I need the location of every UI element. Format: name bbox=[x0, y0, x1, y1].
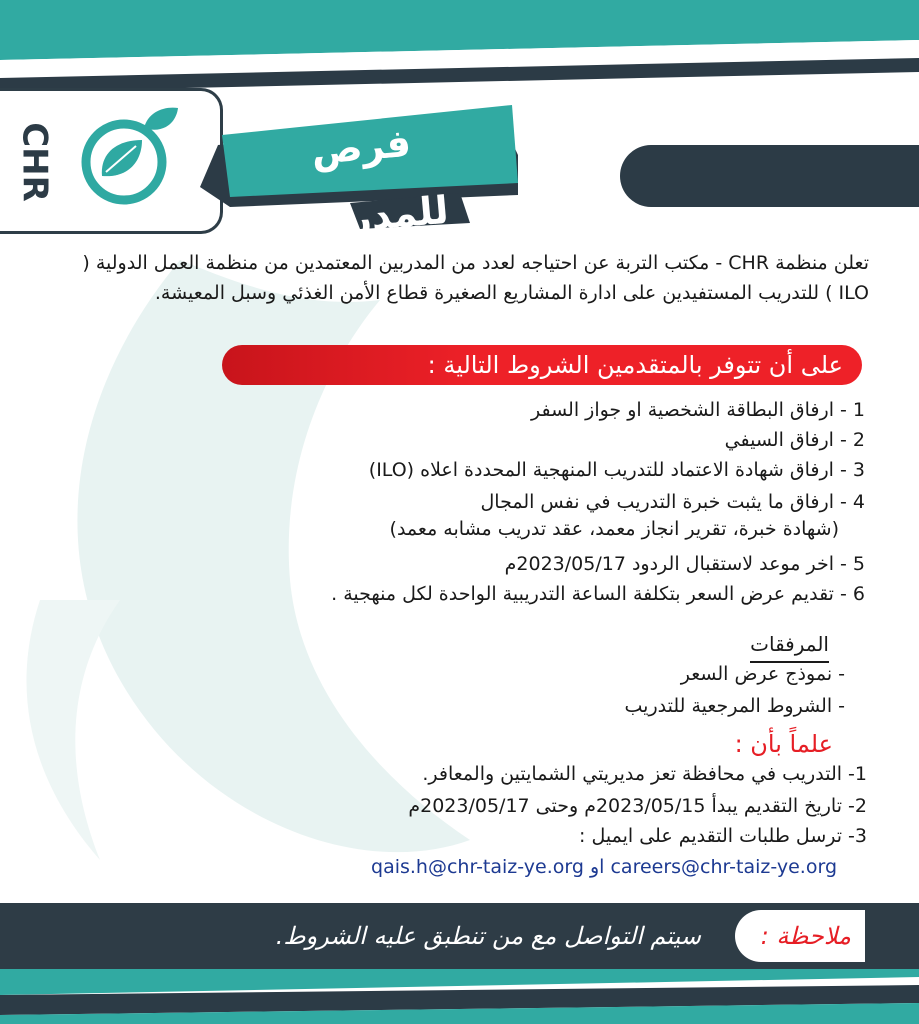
conditions-title: على أن تتوفر بالمتقدمين الشروط التالية : bbox=[427, 351, 843, 379]
email-link-careers[interactable]: careers@chr-taiz-ye.org bbox=[610, 856, 837, 878]
attachment-item: - الشروط المرجعية للتدريب bbox=[624, 695, 845, 717]
chr-logo-text bbox=[8, 112, 58, 212]
notes-title: علماً بأن : bbox=[734, 730, 833, 758]
attachments-title: المرفقات bbox=[750, 629, 829, 663]
note-item: 3- ترسل طلبات التقديم على ايميل : bbox=[579, 825, 867, 847]
attachment-item: - نموذج عرض السعر bbox=[680, 663, 845, 685]
note-label: ملاحظة : bbox=[760, 922, 851, 950]
condition-item: 6 - تقديم عرض السعر بتكلفة الساعة التدريبية الواحدة لكل منهجية . bbox=[331, 583, 865, 605]
email-link-qais[interactable]: qais.h@chr-taiz-ye.org bbox=[371, 856, 584, 878]
condition-item: 4 - ارفاق ما يثبت خبرة التدريب في نفس المجال bbox=[480, 491, 865, 513]
logo-text: CHR bbox=[14, 122, 55, 202]
header-right-pill bbox=[620, 145, 919, 207]
note-item: 1- التدريب في محافظة تعز مديريتي الشمايتين والمعافر. bbox=[422, 763, 867, 785]
condition-item-detail: (شهادة خبرة، تقرير انجاز معمد، عقد تدريب مشابه معمد) bbox=[389, 518, 839, 540]
condition-item: 3 - ارفاق شهادة الاعتماد للتدريب المنهجية المحددة اعلاه (ILO) bbox=[368, 459, 865, 481]
note-item: 2- تاريخ التقديم يبدأ 2023/05/15م وحتى 2023/05/17م bbox=[408, 795, 867, 817]
footer-note-text: سيتم التواصل مع من تنطبق عليه الشروط. bbox=[275, 922, 701, 950]
intro-paragraph: تعلن منظمة CHR - مكتب التربة عن احتياجه لعدد من المدربين المعتمدين من منظمة العمل الدولية ( ILO ) للتدريب المستفيدين على ادارة المشاريع الصغيرة قطاع الأمن الغذئي وسبل المعيشة. bbox=[82, 252, 869, 304]
email-line bbox=[137, 852, 837, 882]
condition-item: 5 - اخر موعد لاستقبال الردود 2023/05/17م bbox=[504, 553, 865, 575]
bottom-bands bbox=[0, 985, 919, 1024]
or-text: او bbox=[589, 856, 605, 878]
condition-item: 2 - ارفاق السيفي bbox=[724, 429, 865, 451]
condition-item: 1 - ارفاق البطاقة الشخصية او جواز السفر bbox=[531, 399, 865, 421]
page-title: فرص للمدربين bbox=[283, 120, 451, 246]
leaf-logo-icon bbox=[66, 98, 186, 218]
